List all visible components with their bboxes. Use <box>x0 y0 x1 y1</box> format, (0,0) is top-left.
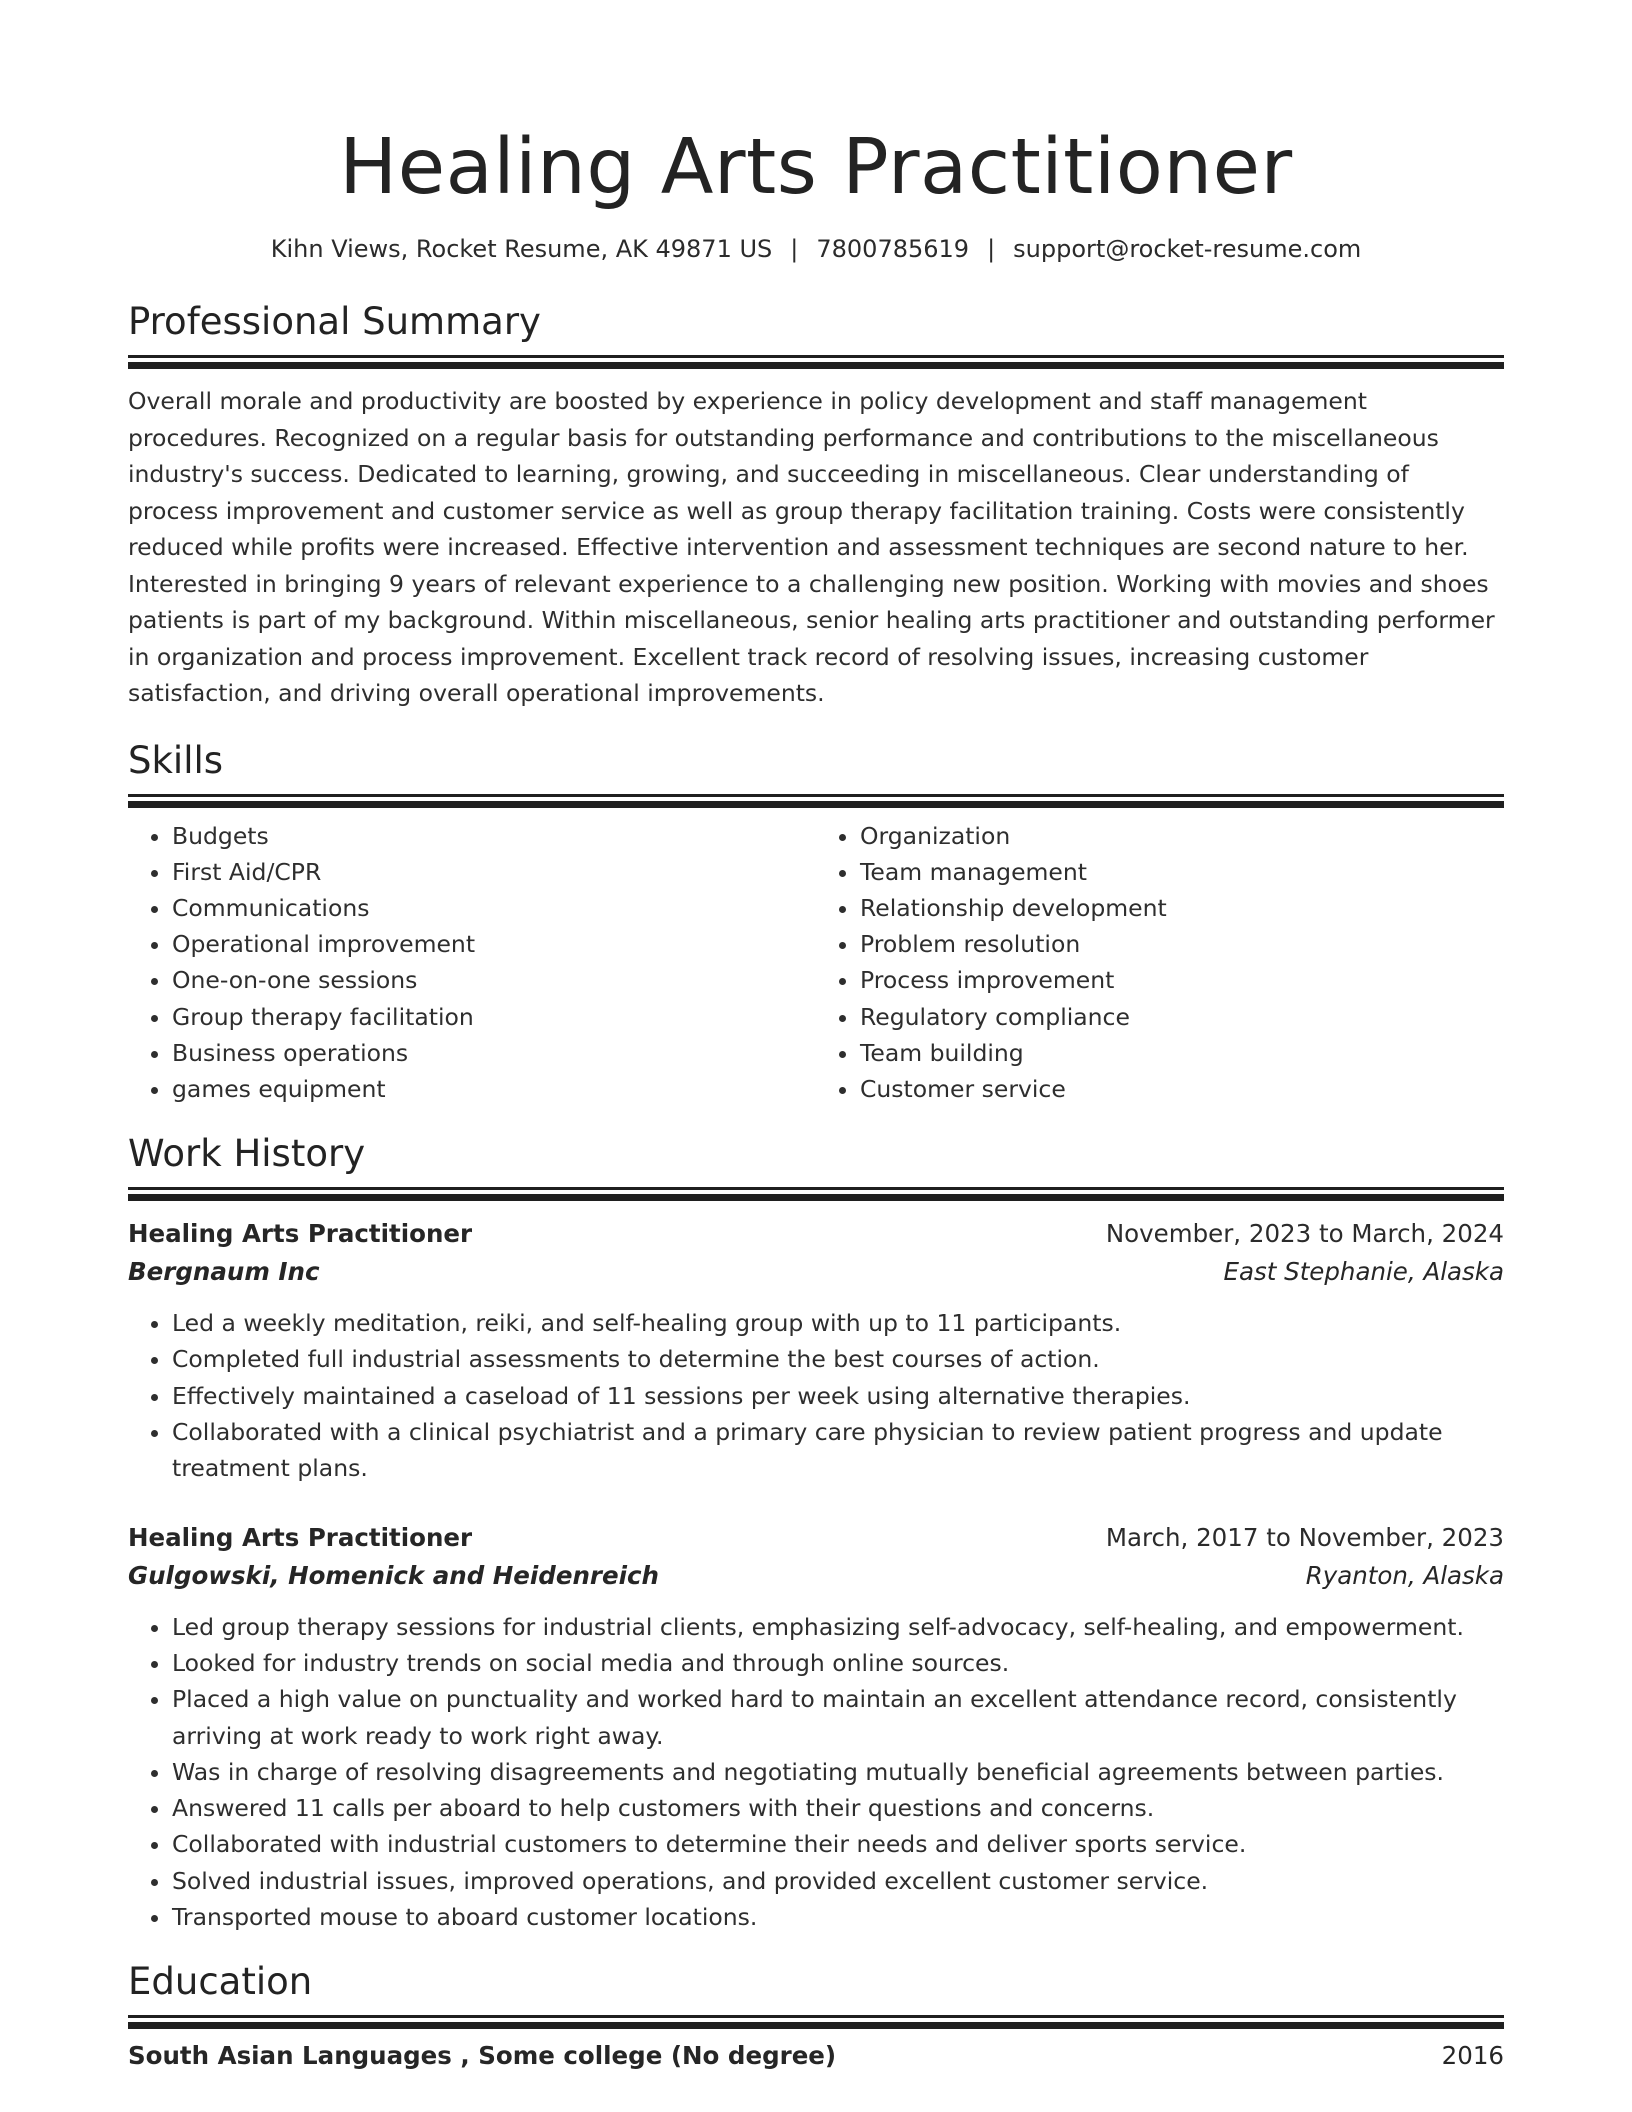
resume-page <box>128 0 1504 2075</box>
education-year: 2016 <box>1441 2041 1504 2071</box>
section-divider <box>128 355 1504 369</box>
section-title-skills: Skills <box>128 738 224 782</box>
skill-item: • Business operations <box>172 1035 816 1071</box>
job-company: Gulgowski, Homenick and Heidenreich <box>128 1560 659 1590</box>
job-entry <box>128 1519 1504 1936</box>
job-duty: • Looked for industry trends on social media and through online sources. <box>172 1645 1504 1681</box>
job-duties <box>128 1609 1504 1936</box>
job-duty: • Was in charge of resolving disagreements and negotiating mutually beneficial agreements between parties. <box>172 1754 1504 1790</box>
work-history-section <box>128 1131 1504 1935</box>
skill-item: • Organization <box>860 818 1504 854</box>
job-location: East Stephanie, Alaska <box>1223 1257 1504 1287</box>
section-divider <box>128 794 1504 808</box>
contact-separator: | <box>790 235 799 263</box>
contact-line <box>128 234 1504 264</box>
skills-column-right <box>816 818 1504 1108</box>
section-title-summary: Professional Summary <box>128 300 541 343</box>
summary-text: Overall morale and productivity are boosted by experience in policy development and staff management procedures. Recognized on a regular basis for outstanding performance and contributions to the miscellaneous industry's success. Dedicated to learning, growing, and succeeding in miscellaneous. Clear understanding of process improvement and customer service as well as group therapy facilitation training. Costs were consistently reduced while profits were increased. Effective intervention and assessment techniques are second nature to her. Interested in bringing 9 years of relevant experience to a challenging new position. Working with movies and shoes patients is part of my background. Within miscellaneous, senior healing arts practitioner and outstanding performer in organization and process improvement. Excellent track record of resolving issues, increasing customer satisfaction, and driving overall operational improvements. <box>128 387 1495 707</box>
job-title: Healing Arts Practitioner <box>128 1522 473 1552</box>
section-divider <box>128 1187 1504 1201</box>
skill-item: • Relationship development <box>860 890 1504 926</box>
job-dates: March, 2017 to November, 2023 <box>1105 1522 1504 1552</box>
job-duty: • Solved industrial issues, improved operations, and provided excellent customer service. <box>172 1863 1504 1899</box>
job-title: Healing Arts Practitioner <box>128 1219 473 1249</box>
job-duty: • Transported mouse to aboard customer locations. <box>172 1899 1504 1935</box>
job-duty: • Completed full industrial assessments to determine the best courses of action. <box>172 1341 1504 1377</box>
job-duty: • Led group therapy sessions for industrial clients, emphasizing self-advocacy, self-healing, and empowerment. <box>172 1609 1504 1645</box>
skills-list <box>128 818 1504 1108</box>
education-degree: South Asian Languages , Some college (No degree) <box>128 2041 837 2071</box>
education-entry <box>128 2037 1504 2075</box>
job-entry <box>128 1215 1504 1486</box>
job-duty: • Placed a high value on punctuality and worked hard to maintain an excellent attendance record, consistently arriving at work ready to work right away. <box>172 1681 1504 1754</box>
job-duty: • Collaborated with a clinical psychiatrist and a primary care physician to review patient progress and update treatment plans. <box>172 1414 1504 1487</box>
contact-email: support@rocket-resume.com <box>1013 235 1362 263</box>
job-duty: • Collaborated with industrial customers to determine their needs and deliver sports service. <box>172 1826 1504 1862</box>
skill-item: • Customer service <box>860 1071 1504 1107</box>
summary-section <box>128 299 1504 712</box>
contact-address: Kihn Views, Rocket Resume, AK 49871 US <box>270 235 773 263</box>
skill-item: • First Aid/CPR <box>172 854 816 890</box>
skill-item: • Process improvement <box>860 962 1504 998</box>
job-duty: • Effectively maintained a caseload of 11 sessions per week using alternative therapies. <box>172 1378 1504 1414</box>
skill-item: • Group therapy facilitation <box>172 999 816 1035</box>
skill-item: • Problem resolution <box>860 926 1504 962</box>
education-section <box>128 1959 1504 2075</box>
skill-item: • One-on-one sessions <box>172 962 816 998</box>
contact-separator: | <box>987 235 996 263</box>
skill-item: • Budgets <box>172 818 816 854</box>
skills-column-left <box>128 818 816 1108</box>
skill-item: • Team building <box>860 1035 1504 1071</box>
section-title-work-history: Work History <box>128 1132 366 1176</box>
skill-item: • Regulatory compliance <box>860 999 1504 1035</box>
contact-phone: 7800785619 <box>816 235 970 263</box>
skill-item: • Communications <box>172 890 816 926</box>
job-duties <box>128 1305 1504 1486</box>
skill-item: • games equipment <box>172 1071 816 1107</box>
job-company: Bergnaum Inc <box>128 1257 320 1287</box>
section-title-education: Education <box>128 1960 313 2004</box>
job-location: Ryanton, Alaska <box>1305 1560 1504 1590</box>
skill-item: • Operational improvement <box>172 926 816 962</box>
job-dates: November, 2023 to March, 2024 <box>1105 1219 1504 1249</box>
skill-item: • Team management <box>860 854 1504 890</box>
job-duty: • Answered 11 calls per aboard to help customers with their questions and concerns. <box>172 1790 1504 1826</box>
skills-section <box>128 738 1504 1108</box>
resume-name: Healing Arts Practitioner <box>339 123 1293 212</box>
job-duty: • Led a weekly meditation, reiki, and self-healing group with up to 11 participants. <box>172 1305 1504 1341</box>
section-divider <box>128 2015 1504 2029</box>
